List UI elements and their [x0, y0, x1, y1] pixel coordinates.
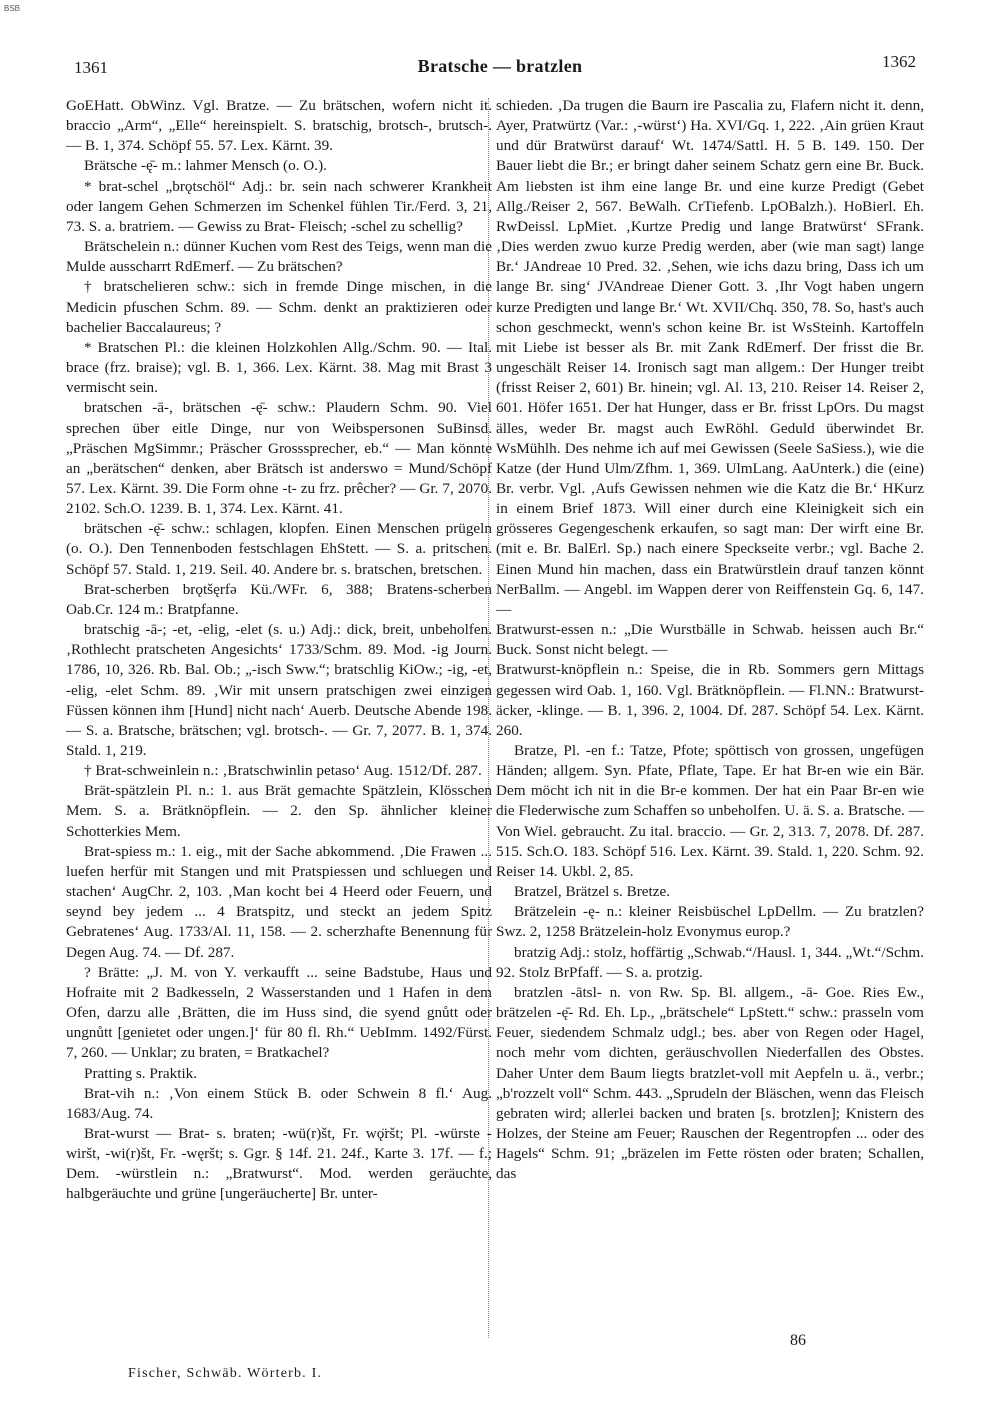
page-header — [64, 52, 936, 82]
dictionary-entry: Brat-spiess m.: 1. eig., mit der Sache abkommend. ‚Die Frawen ... luefen herfür mit Stangen und mit Pratspiessen und schluegen und stachen‘ AugChr. 2, 103. ‚Man kocht bei 4 Heerd oder Feuern, und seynd bey jedem ... 4 Bratspitz, und steckt an jedem Spitz Gebratenes‘ Aug. 1733/Al. 11, 158. — 2. scherzhafte Benennung für Degen Aug. 74. — Df. 287. — [66, 842, 492, 961]
dictionary-entry: bratzig Adj.: stolz, hoffärtig „Schwab.“/Hausl. 1, 344. „Wt.“/Schm. 92. Stolz BrPfaff. — S. a. protzig. — [496, 943, 924, 981]
dictionary-entry: † Brat-schweinlein n.: ‚Bratschwinlin petaso‘ Aug. 1512/Df. 287. — [84, 762, 482, 780]
dictionary-entry: Bratze, Pl. -en f.: Tatze, Pfote; spöttisch von grossen, ungefügen Händen; allgem. Syn. Pfate, Pflate, Tape. Er hat Br-en wie ein Bär. Dem möcht ich nit in die Br-e kommen. Der hat ein Paar Br-en wie die Flederwische zum Schaffen so unbeholfen. U. ä. S. a. Bratsche. — Von Wiel. gebraucht. Zu ital. braccio. — Gr. 2, 313. 7, 2078. Df. 287. 515. Sch.O. 183. Schöpf 516. Lex. Kärnt. 39. Stald. 1, 220. Schm. 92. Reiser 14. Ukbl. 2, 85. — [496, 742, 924, 880]
dictionary-entry: Bratwurst-essen n.: „Die Wurstbälle in Schwab. heissen auch Br.“ Buck. Sonst nicht belegt. — — [496, 621, 924, 659]
left-column — [66, 96, 492, 1356]
column-divider — [488, 98, 489, 1338]
page-number-left: 1361 — [74, 58, 108, 77]
dictionary-entry: † bratschelieren schw.: sich in fremde Dinge mischen, in die Medicin pfuschen Schm. 89. — Schm. denkt an praktizieren oder bachelier Baccalaureus; ? — [66, 278, 492, 336]
dictionary-entry: Brat-vih n.: ‚Von einem Stück B. oder Schwein 8 fl.‘ Aug. 1683/Aug. 74. — [66, 1084, 492, 1122]
dictionary-entry: bratzlen -ātsl- n. von Rw. Sp. Bl. allgem., -ā- Goe. Ries Ew., brätzelen -ę̄- Rd. Eh. Lp., „brätschele“ LpStett.“ schw.: prasseln vom Feuer, siedendem Schmalz udgl.; bes. aber von Regen oder Hagel, noch mehr vom dichten, geräuschvollen Niederfallen des Obstes. Daher Unter dem Baum liegts bratzlet-voll mit Aepfeln u. ä., verbr.; „b'rozzelt voll“ Schm. 443. „Sprudeln der Bläschen, wenn das Fleisch gebraten wird; allerlei backen und braten [s. brotzlen]; Knistern des Holzes, der Steine am Feuer; Rauschen der Regentropfen ... oder des Hagels“ Schm. 91; „bräzelen im Fette rösten oder braten; Schallen, das — [496, 983, 924, 1183]
dictionary-entry: Brät-spätzlein Pl. n.: 1. aus Brät gemachte Spätzlein, Klösschen Mem. S. a. Brätknöpflein. — 2. den Sp. ähnlicher kleiner Schotterkies Mem. — [66, 782, 492, 840]
dictionary-entry: schieden. ‚Da trugen die Baurn ire Pascalia zu, Flafern nicht it. denn, Ayer, Pratwürtz (Var.: ‚-würst‘) Ha. XVI/Gq. 1, 222. ‚Ain grüen Kraut und dür Bratwürst darauf‘ Wt. 1474/Sattl. H. 5 B. 149. 150. Der Bauer liebt die Br.; er bringt daher seinem Schatz gern eine Br. Buck. Am liebsten ist ihm eine lange Br. und eine kurze Predigt (Gebet Allg./Reiser 2, 567. BeWalh. CrTiefenb. LpOBalzh.). HoBierl. Eh. RwDeissl. LpMiet. ‚Kurtze Predig und lange Bratwürst‘ SFrank. ‚Dies werden zwuo kurze Predig werden, aber (wie man sagt) lange Br.‘ JAndreae 10 Pred. 32. ‚Sehen, wie ichs dazu bring, Dass ich um lange Br. sing‘ JVAndreae Diener Gott. 3. ‚Ihr Vogt haben ungern kurze Predigten und lange Br.‘ Wt. XVII/Chq. 350, 78. So, hast's auch schon geschmeckt, wenn's schon keine Br. ist WsSteinh. Kartoffeln mit Liebe ist besser als Br. mit Zank RdEmerf. Der frisst die Br. ungeschält Reiser 14. Ironisch sagt man allgem.: Der Hunger treibt (frisst Reiser 2, 601) Br. hinein; vgl. Al. 13, 210. Reiser 14. Reiser 2, 601. Höfer 1651. Der hat Hunger, dass er Br. frisst LpOrs. Du magst älles, weder Br. magst auch EwRöhl. Geduld überwindet Br. WsMühlh. Des nehme ich auf mei Gewissen (Seele SaSiess.), wie die Katze (der Hund Ulm/Zfhm. 1, 369. UlmLang. AaUnterk.) die (eine) Br. verbr. Vgl. ‚Aufs Gewissen nehmen wie die Katz die Br.‘ HKurz in einem Brief 1873. Will einer durch eine Kleinigkeit sich ein grösseres Gegengeschenk erkaufen, so sagt man: Der wirft eine Br. (mit e. Br. BalErl. Sp.) nach einere Speckseite verbr.; vgl. Bache 2. Einen Mund hin machen, dass ein Bratwürstlein drauf tanzen könnt NerBallm. — Angebl. im Wappen derer von Reiffenstein Gq. 6, 147. — — [496, 97, 924, 618]
library-mark: BSB — [4, 4, 21, 13]
dictionary-entry: GoEHatt. ObWinz. Vgl. Bratze. — Zu brätschen, wofern nicht it. braccio „Arm“, „Elle“ hereinspielt. S. bratschig, brotsch-, brutsch-. — B. 1, 374. Schöpf 55. 57. Lex. Kärnt. 39. — [66, 97, 492, 155]
dictionary-entry: Brätschelein n.: dünner Kuchen vom Rest des Teigs, wenn man die Mulde ausscharrt RdEmerf. — Zu brätschen? — [66, 238, 492, 276]
dictionary-entry: Brätsche -ę̄- m.: lahmer Mensch (o. O.). — [84, 157, 327, 175]
signature-line: Fischer, Schwäb. Wörterb. I. — [128, 1366, 323, 1381]
dictionary-entry: brätschen -ę̄- schw.: schlagen, klopfen. Einen Menschen prügeln (o. O.). Den Tennenboden festschlagen EhStett. — S. a. pritschen. Schöpf 57. Stald. 1, 219. Seil. 40. Andere br. s. bratschen, bretschen. — [66, 520, 492, 578]
dictionary-entry: Bratwurst-knöpflein n.: Speise, die in Rb. Sommers gern Mittags gegessen wird Oab. 1, 160. Vgl. Brätknöpflein. — Fl.NN.: Bratwurst-äcker, -klinge. — B. 1, 396. 2, 1004. Df. 287. Schöpf 54. Lex. Kärnt. 260. — [496, 661, 924, 739]
dictionary-entry: Brätzelein -ę- n.: kleiner Reisbüschel LpDellm. — Zu bratzlen? Swz. 2, 1258 Brätzelein-holz Evonymus europ.? — [496, 903, 924, 941]
dictionary-entry: Bratzel, Brätzel s. Bretze. — [514, 883, 671, 901]
running-title: Bratsche — bratzlen — [417, 56, 583, 76]
dictionary-entry: Pratting s. Praktik. — [84, 1064, 198, 1082]
right-column — [496, 96, 924, 1356]
dictionary-entry: Brat-scherben brǫtšęrfǝ Kü./WFr. 6, 388; Bratens-scherben Oab.Cr. 124 m.: Bratpfanne. — [66, 580, 492, 618]
page-number-right: 1362 — [882, 52, 916, 71]
dictionary-entry: * Bratschen Pl.: die kleinen Holzkohlen Allg./Schm. 90. — Ital. brace (frz. braise); vgl. B. 1, 366. Lex. Kärnt. 38. Mag mit Brast 3 vermischt sein. — [66, 338, 492, 397]
sheet-number: 86 — [790, 1332, 806, 1349]
dictionary-entry: * brat-schel „brǫtschöl“ Adj.: br. sein nach schwerer Krankheit oder langem Gehen Schmerzen im Schenkel fühlen Tir./Ferd. 3, 21, 73. S. a. bratriem. — Gewiss zu Brat- Fleisch; -schel zu schellig? — [66, 177, 492, 235]
dictionary-entry: Brat-wurst — Brat- s. braten; -wü(r)št, Fr. wǫ̈ršt; Pl. -würste -wiršt, -wi(r)št, Fr. -węršt; s. Ggr. § 14f. 21. 24f., Karte 3. 17f. — f.; Dem. -würstlein n.: „Bratwurst“. Mod. werden geräuchte, halbgeräuchte und grüne [ungeräucherte] Br. unter- — [66, 1124, 492, 1203]
dictionary-entry: bratschig -ā-; -et, -elig, -elet (s. u.) Adj.: dick, breit, unbeholfen. ‚Rothlecht pratscheten Angesichts‘ 1733/Schm. 89. Mod. -ig Journ. 1786, 10, 326. Rb. Bal. Ob.; „-isch Sww.“; bratschlig KiOw.; -ig, -et, -elig, -elet Schm. 89. ‚Wir mit unsern pratschigen zwei einzigen Füssen können ihm [Hund] nicht nach‘ Auerb. Deutsche Abende 198. — S. a. Bratsche, brätschen; vgl. brotsch-. — Gr. 7, 2077. B. 1, 374. Stald. 1, 219. — [66, 621, 492, 759]
dictionary-entry: bratschen -ā-, brätschen -ę̄- schw.: Plaudern Schm. 90. Viel sprechen über eitle Dinge, nur von Weibspersonen SuBinsd. „Präschen MgSimmr.; Präscher Grosssprecher, eb.“ — Man könnte an „berätschen“ denken, aber Brätsch ist anderswo = Mund/Schöpf 57. Lex. Kärnt. 39. Die Form ohne -t- zu frz. prêcher? — Gr. 7, 2070. 2102. Sch.O. 1239. B. 1, 374. Lex. Kärnt. 41. — [66, 399, 492, 518]
dictionary-entry: ? Brätte: „J. M. von Y. verkaufft ... seine Badstube, Haus und Hofraite mit 2 Badkesseln, 2 Wasserstanden und 1 Hafen in dem Ofen, darzu alle ‚Brätten, die im Huss sind, die syend gnůtt oder ungnůtt [genietet oder ungen.]‘ für 80 fl. Rh.“ UebImm. 1492/Fürst. 7, 260. — Unklar; zu braten, = Bratkachel? — [66, 963, 492, 1062]
